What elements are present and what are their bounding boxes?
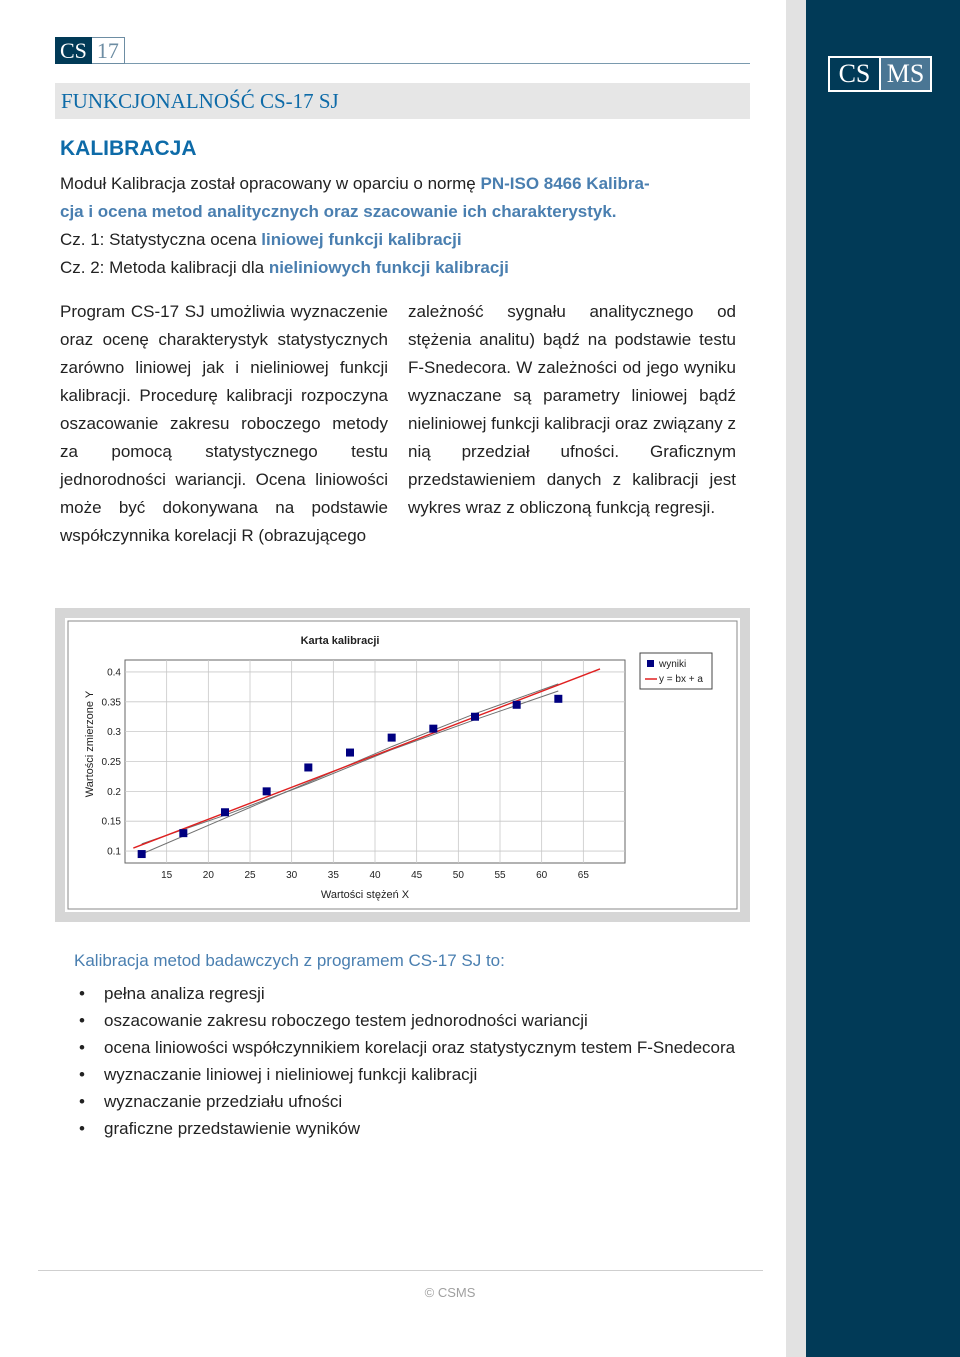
logo-cs-text: CS [830,58,881,90]
feature-item [74,1064,754,1085]
x-tick-label: 30 [286,870,298,881]
bullet-icon: • [79,984,85,1003]
data-point [179,829,187,837]
data-point [346,749,354,757]
x-tick-label: 20 [202,870,214,881]
section-heading: KALIBRACJA [60,137,197,160]
feature-item [74,1037,754,1058]
features-intro: Kalibracja metod badawczych z programem CS-17 SJ to: [74,951,505,970]
feature-text: ocena liniowości współczynnikiem korelacji oraz statystycznym testem F-Snedecora [104,1038,736,1057]
x-tick-label: 60 [536,870,548,881]
intro-paragraph [60,170,740,282]
body-column-right: zależność sygnału analitycznego od stężenia analitu) bądź na podstawie testu F-Snedecora. W zależności od jego wyniku wyznaczane są parametry liniowej bądź nieliniowej funkcji kalibracji oraz związany z nią przedział ufności. Graficznym przedstawieniem danych z kalibracji jest wykres wraz z obliczoną funkcją regresji. [408,302,736,517]
chart-background [65,618,740,912]
y-tick-label: 0.35 [101,697,121,709]
chart-legend [640,653,712,689]
y-tick-label: 0.25 [101,757,121,768]
bullet-icon: • [79,1092,85,1111]
y-tick-label: 0.3 [107,727,121,739]
top-rule [125,63,750,64]
logo-ms-text: MS [881,58,930,90]
calibration-chart [65,618,740,912]
intro-text: Moduł Kalibracja został opracowany w oparciu o normę [60,174,481,193]
bullet-icon: • [79,1011,85,1030]
data-point [221,808,229,816]
feature-item [74,1010,754,1031]
feature-text: graficzne przedstawienie wyników [104,1119,361,1138]
feature-text: oszacowanie zakresu roboczego testem jednorodności wariancji [104,1011,588,1030]
x-tick-label: 45 [411,870,423,881]
page-title [55,83,750,119]
legend-label-wyniki: wyniki [659,659,687,670]
data-point [138,850,146,858]
part1-label: Cz. 1: Statystyczna ocena [60,230,262,249]
feature-item [74,1091,754,1112]
data-point [304,763,312,771]
part1-highlight: liniowej funkcji kalibracji [261,230,462,249]
data-point [388,734,396,742]
chart-title: Karta kalibracji [300,635,380,647]
csms-logo [828,56,932,92]
page-title-text: FUNKCJONALNOŚĆ CS-17 SJ [61,88,339,113]
x-tick-label: 40 [369,870,381,881]
part2-highlight: nieliniowych funkcji kalibracji [268,258,509,277]
data-point [471,713,479,721]
data-point [513,701,521,709]
cs17-logo [55,37,125,64]
footer-copyright: © CSMS [424,1285,476,1300]
y-tick-label: 0.4 [107,667,121,679]
logo-cs: CS [55,37,92,64]
legend-marker-wyniki [647,660,654,667]
feature-item [74,1118,754,1139]
x-tick-label: 65 [577,870,589,881]
feature-text: pełna analiza regresji [104,984,265,1003]
y-tick-label: 0.15 [101,816,121,828]
feature-item [74,983,754,1004]
bullet-icon: • [79,1065,85,1084]
bullet-icon: • [79,1119,85,1138]
x-tick-label: 35 [327,870,339,881]
x-tick-label: 25 [244,870,256,881]
data-point [429,725,437,733]
feature-text: wyznaczanie liniowej i nieliniowej funkcji kalibracji [104,1065,478,1084]
calibration-chart-frame [55,608,750,922]
y-tick-label: 0.1 [107,846,121,858]
x-tick-label: 55 [494,870,506,881]
feature-text: wyznaczanie przedziału ufności [104,1092,343,1111]
norm-highlight: PN-ISO 8466 Kalibra- [480,174,650,193]
features-list [74,983,754,1145]
logo-17: 17 [92,37,125,64]
data-point [554,695,562,703]
data-point [263,787,271,795]
x-tick-label: 15 [161,870,173,881]
side-gray-strip [786,0,806,1357]
side-navy-bar [806,0,960,1357]
x-tick-label: 50 [452,870,464,881]
norm-highlight-cont: cja i ocena metod analitycznych oraz szacowanie ich charakterystyk. [60,202,617,221]
y-tick-label: 0.2 [107,786,121,798]
chart-x-label: Wartości stężeń X [320,889,410,901]
footer-rule [38,1270,763,1271]
part2-label: Cz. 2: Metoda kalibracji dla [60,258,269,277]
legend-label-regression: y = bx + a [659,674,703,685]
body-column-left: Program CS-17 SJ umożliwia wyznaczenie oraz ocenę charakterystyk statystycznych zarówno liniowej jak i nieliniowej funkcji kalibracji. Procedurę kalibracji rozpoczyna oszacowanie zakresu roboczego metody za pomocą statystycznego testu jednorodności wariancji. Ocena liniowości może być dokonywana na podstawie współczynnika korelacji R (obrazującego [60,302,388,545]
chart-y-label: Wartości zmierzone Y [84,690,96,798]
bullet-icon: • [79,1038,85,1057]
